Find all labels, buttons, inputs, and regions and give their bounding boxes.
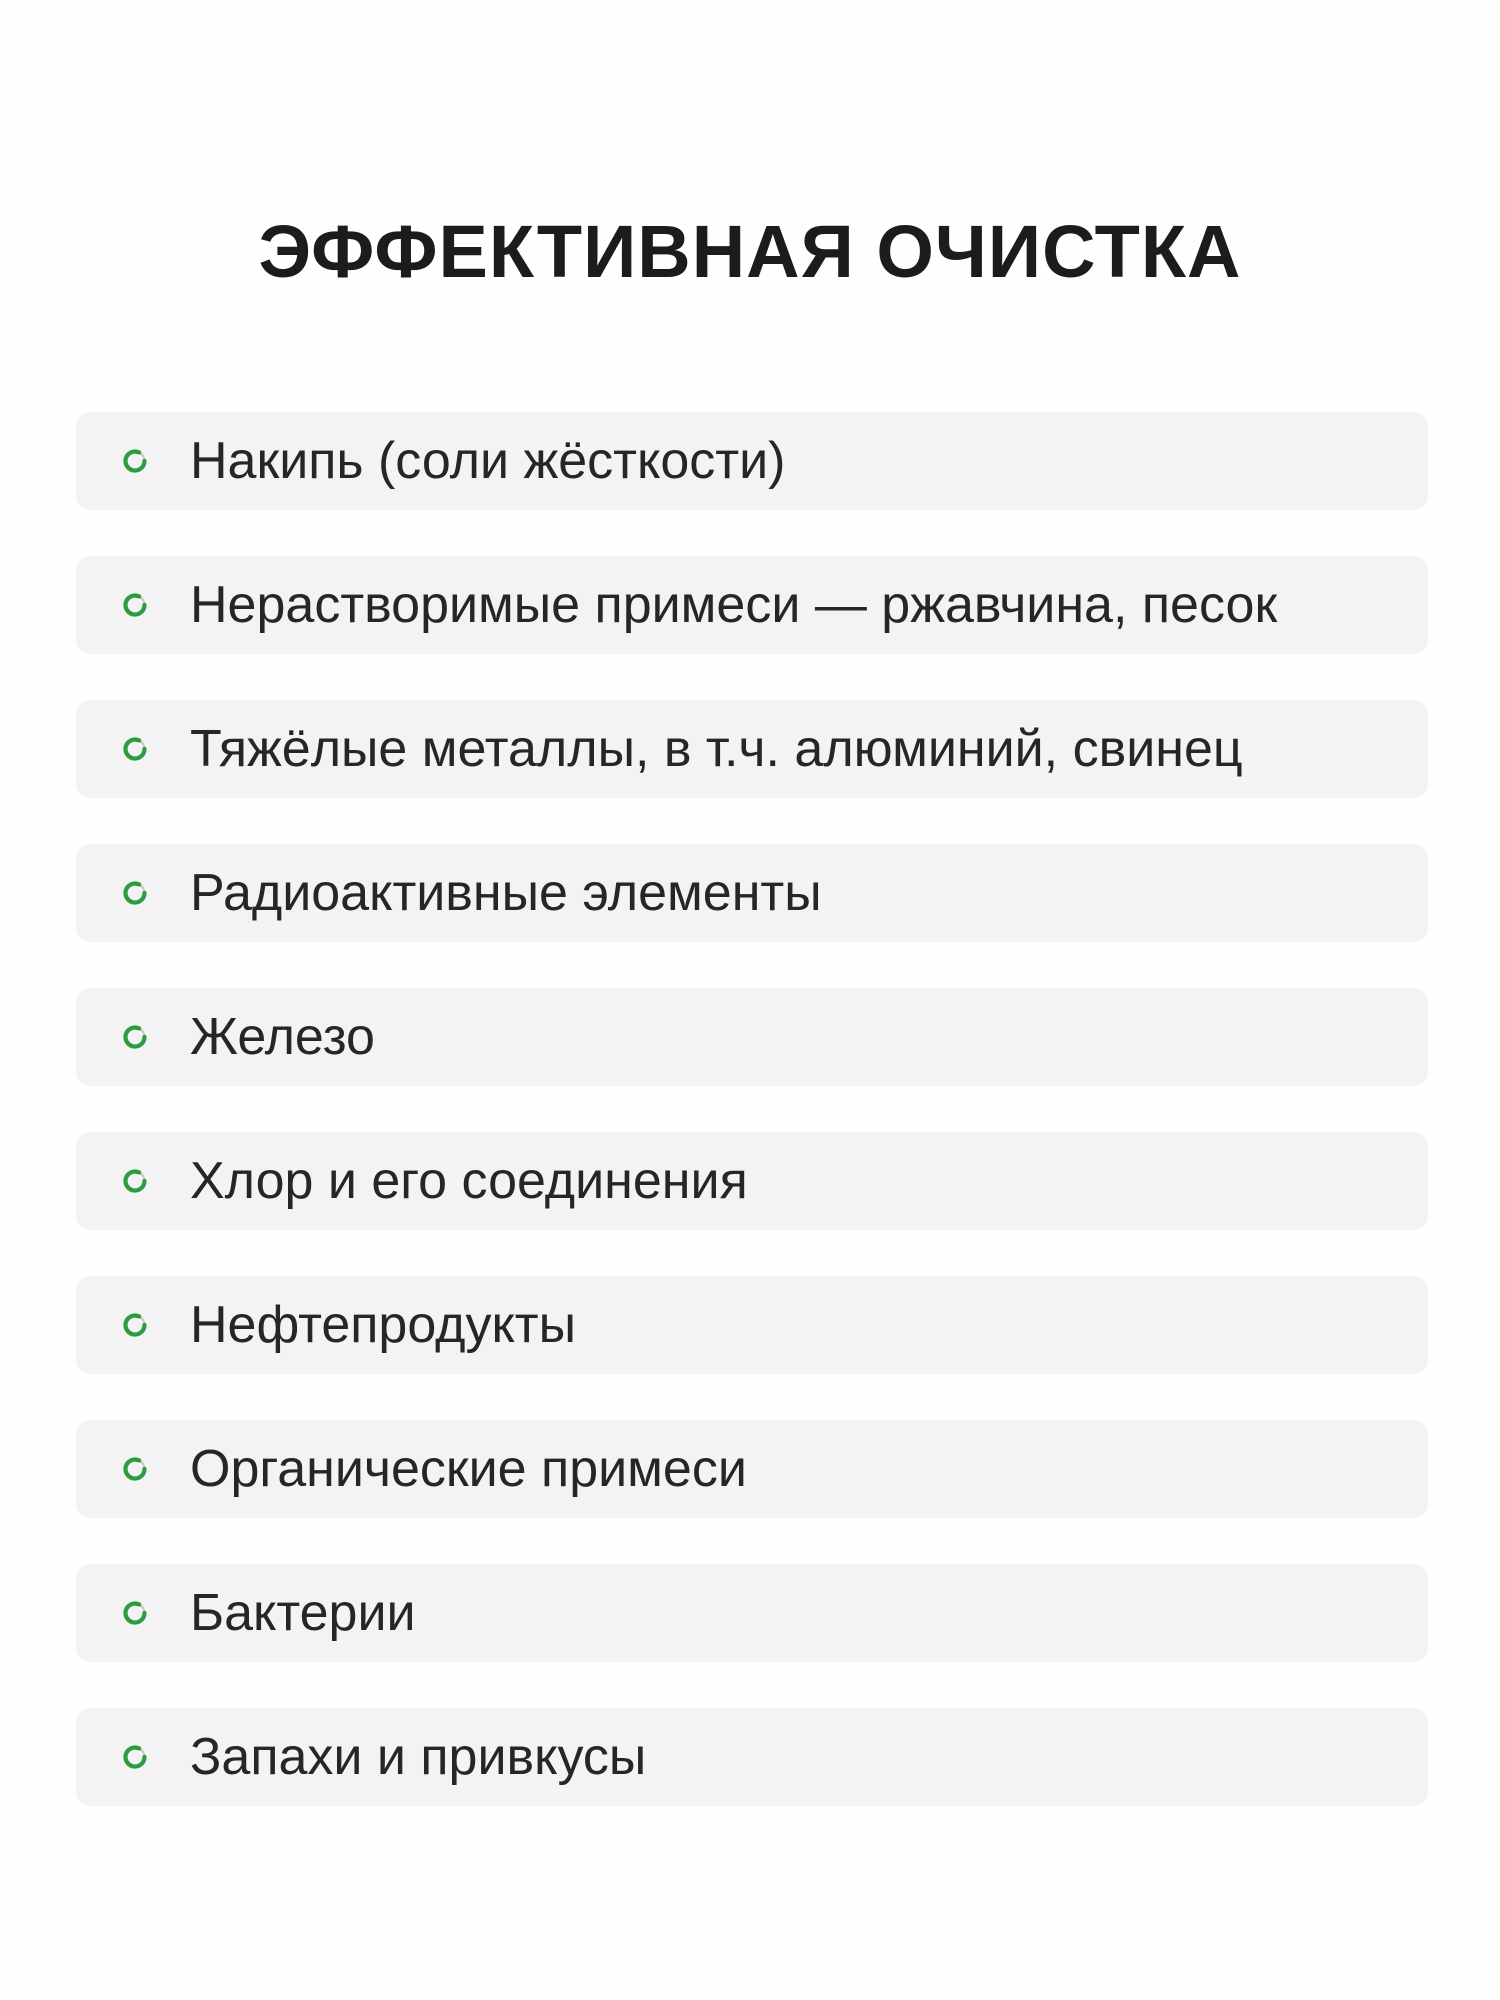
partial-ring-icon [120, 878, 150, 908]
list-item-label: Бактерии [190, 1584, 416, 1642]
list-item [76, 412, 1428, 510]
list-item [76, 1564, 1428, 1662]
partial-ring-icon [120, 1454, 150, 1484]
list-item-label: Хлор и его соединения [190, 1152, 748, 1210]
page-title: ЭФФЕКТИВНАЯ ОЧИСТКА [258, 210, 1242, 293]
partial-ring-icon [120, 734, 150, 764]
list-item-label: Железо [190, 1008, 375, 1066]
list-item-label: Тяжёлые металлы, в т.ч. алюминий, свинец [190, 720, 1243, 778]
partial-ring-icon [120, 1166, 150, 1196]
list-item-label: Радиоактивные элементы [190, 864, 822, 922]
partial-ring-icon [120, 1742, 150, 1772]
partial-ring-icon [120, 1310, 150, 1340]
feature-list [76, 412, 1428, 1806]
list-item-label: Запахи и привкусы [190, 1728, 647, 1786]
partial-ring-icon [120, 590, 150, 620]
list-item-label: Нефтепродукты [190, 1296, 576, 1354]
list-item [76, 1708, 1428, 1806]
list-item [76, 1276, 1428, 1374]
list-item [76, 1132, 1428, 1230]
list-item [76, 556, 1428, 654]
partial-ring-icon [120, 1022, 150, 1052]
list-item-label: Органические примеси [190, 1440, 747, 1498]
partial-ring-icon [120, 446, 150, 476]
list-item [76, 844, 1428, 942]
list-item [76, 1420, 1428, 1518]
list-item-label: Накипь (соли жёсткости) [190, 432, 786, 490]
list-item-label: Нерастворимые примеси — ржавчина, песок [190, 576, 1278, 634]
partial-ring-icon [120, 1598, 150, 1628]
list-item [76, 700, 1428, 798]
list-item [76, 988, 1428, 1086]
